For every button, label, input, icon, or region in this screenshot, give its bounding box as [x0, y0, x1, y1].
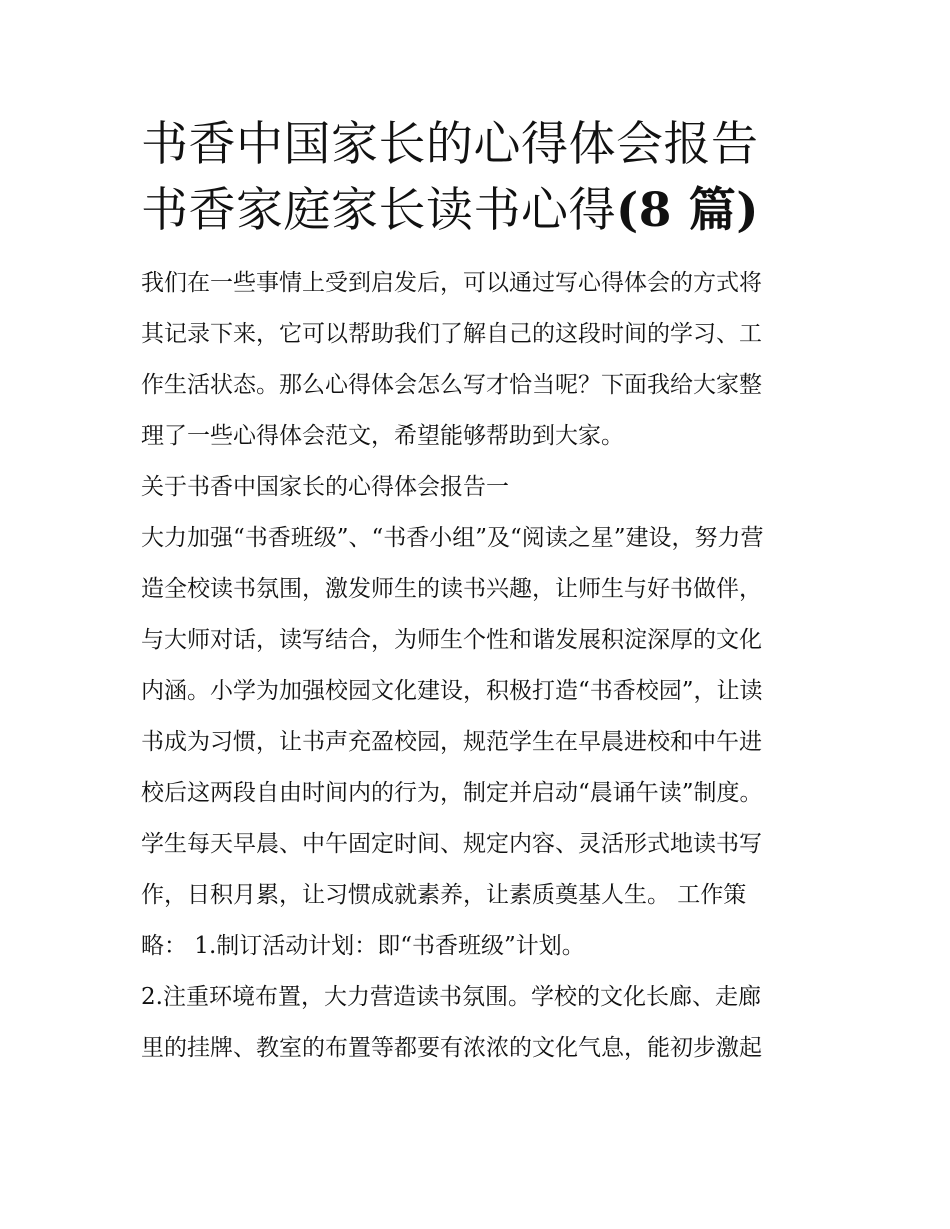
intro-line: 其记录下来，它可以帮助我们了解自己的这段时间的学习、工	[141, 321, 762, 347]
document-page	[141, 112, 821, 1074]
section-heading-text: 关于书香中国家长的心得体会报告一	[141, 474, 509, 500]
intro-paragraph	[141, 258, 821, 462]
body-line: 大力加强“书香班级”、“书香小组”及“阅读之星”建设，努力营	[141, 525, 764, 551]
body-line: 与大师对话，读写结合，为师生个性和谐发展积淀深厚的文化	[141, 627, 762, 653]
body-line: 造全校读书氛围，激发师生的读书兴趣，让师生与好书做伴，	[141, 576, 762, 602]
body-line: 2.注重环境布置，大力营造读书氛围。学校的文化长廊、走廊	[141, 984, 761, 1010]
body-line: 书成为习惯，让书声充盈校园，规范学生在早晨进校和中午进	[141, 729, 762, 755]
title-article-count: (8 篇)	[616, 183, 760, 238]
title-line-1: 书香中国家长的心得体会报告	[141, 117, 759, 172]
body-line: 校后这两段自由时间内的行为，制定并启动“晨诵午读”制度。	[141, 780, 763, 806]
title-line-2	[141, 178, 821, 244]
body-line: 作，日积月累，让习惯成就素养，让素质奠基人生。 工作策	[141, 882, 747, 908]
intro-line: 作生活状态。那么心得体会怎么写才恰当呢？下面我给大家整	[141, 372, 762, 398]
intro-line: 理了一些心得体会范文，希望能够帮助到大家。	[141, 423, 624, 449]
body-paragraph	[141, 513, 821, 1074]
section-heading	[141, 462, 821, 513]
body-line: 内涵。小学为加强校园文化建设，积极打造“书香校园”，让读	[141, 678, 763, 704]
body-line: 里的挂牌、教室的布置等都要有浓浓的文化气息，能初步激起	[141, 1035, 762, 1061]
document-title	[141, 112, 821, 244]
intro-line: 我们在一些事情上受到启发后，可以通过写心得体会的方式将	[141, 270, 762, 296]
body-line: 略： 1.制订活动计划：即“书香班级”计划。	[141, 933, 585, 959]
body-line: 学生每天早晨、中午固定时间、规定内容、灵活形式地读书写	[141, 831, 762, 857]
title-line-2-text: 书香家庭家长读书心得	[141, 183, 616, 238]
